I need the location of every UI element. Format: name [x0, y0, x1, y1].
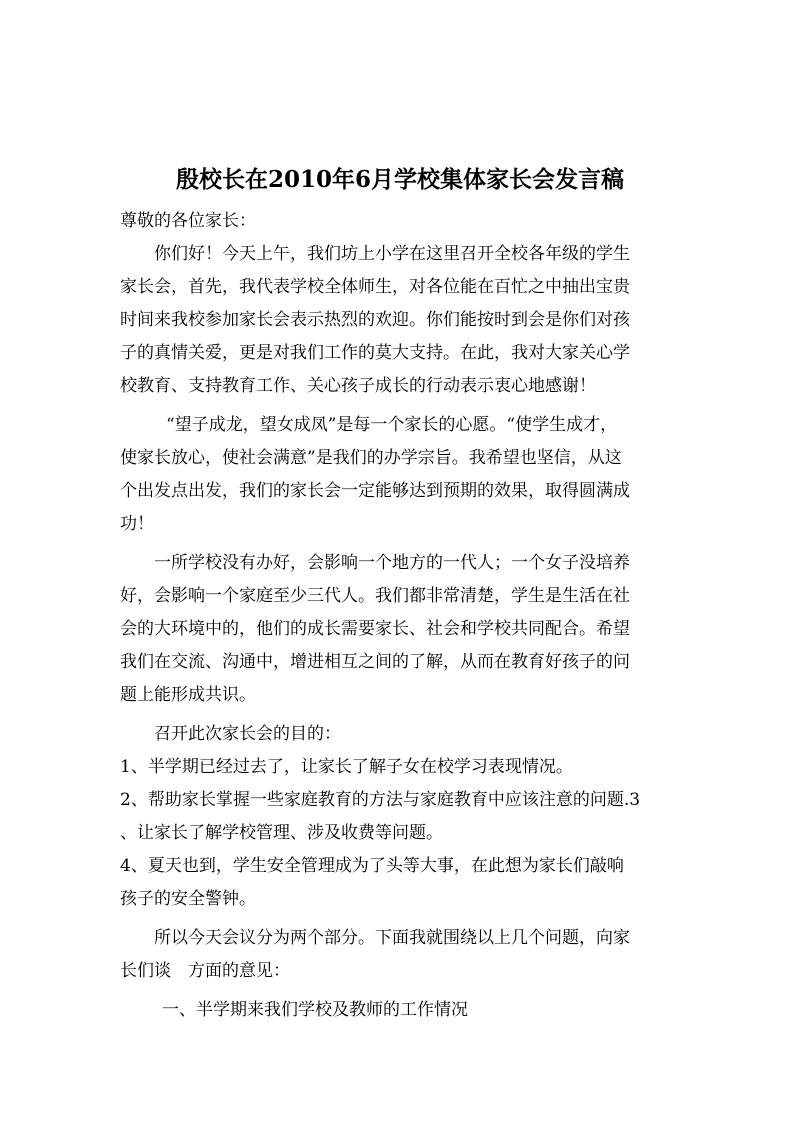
closing-line: 所以今天会议分为两个部分。下面我就围绕以上几个问题，向家 — [154, 928, 630, 948]
paragraph-line: 好，会影响一个家庭至少三代人。我们都非常清楚，学生是生活在社 — [120, 586, 630, 606]
section-heading: 一、半学期来我们学校及教师的工作情况 — [162, 1000, 468, 1020]
paragraph-line: 校教育、支持教育工作、关心孩子成长的行动表示衷心地感谢！ — [120, 376, 596, 396]
paragraph-line: 会的大环境中的，他们的成长需要家长、社会和学校共同配合。希望 — [120, 619, 630, 639]
paragraph-line: 题上能形成共识。 — [120, 685, 256, 705]
purpose-item: 2、帮助家长掌握一些家庭教育的方法与家庭教育中应该注意的问题.3 — [120, 790, 641, 810]
paragraph-line: 我们在交流、沟通中，增进相互之间的了解，从而在教育好孩子的问 — [120, 652, 630, 672]
document-body — [120, 205, 686, 1027]
paragraph-line: 一所学校没有办好，会影响一个地方的一代人；一个女子没培养 — [154, 553, 630, 573]
paragraph-line: 时间来我校参加家长会表示热烈的欢迎。你们能按时到会是你们对孩 — [120, 310, 630, 330]
paragraph-line: “望子成龙，望女成凤”是每一个家长的心愿。“使学生成才， — [166, 415, 618, 435]
paragraph-line: 家长会，首先，我代表学校全体师生，对各位能在百忙之中抽出宝贵 — [120, 277, 630, 297]
purpose-item: 孩子的安全警钟。 — [120, 889, 256, 909]
paragraph-line: 你们好！今天上午，我们坊上小学在这里召开全校各年级的学生 — [154, 244, 630, 264]
closing-line: 长们谈 方面的意见： — [120, 961, 290, 981]
document-title: 殷校长在2010年6月学校集体家长会发言稿 — [175, 166, 625, 193]
purpose-item: 、让家长了解学校管理、涉及收费等问题。 — [120, 823, 443, 843]
paragraph-line: 子的真情关爱，更是对我们工作的莫大支持。在此，我对大家关心学 — [120, 343, 630, 363]
purpose-item: 4、夏天也到，学生安全管理成为了头等大事，在此想为家长们敲响 — [120, 856, 624, 876]
purpose-heading: 召开此次家长会的目的： — [154, 724, 341, 744]
purpose-item: 1、半学期已经过去了，让家长了解子女在校学习表现情况。 — [120, 757, 573, 777]
paragraph-line: 功！ — [120, 514, 154, 534]
paragraph-line: 使家长放心，使社会满意”是我们的办学宗旨。我希望也坚信，从这 — [120, 448, 622, 468]
paragraph-line: 个出发点出发，我们的家长会一定能够达到预期的效果，取得圆满成 — [120, 481, 630, 501]
salutation: 尊敬的各位家长： — [120, 211, 256, 231]
